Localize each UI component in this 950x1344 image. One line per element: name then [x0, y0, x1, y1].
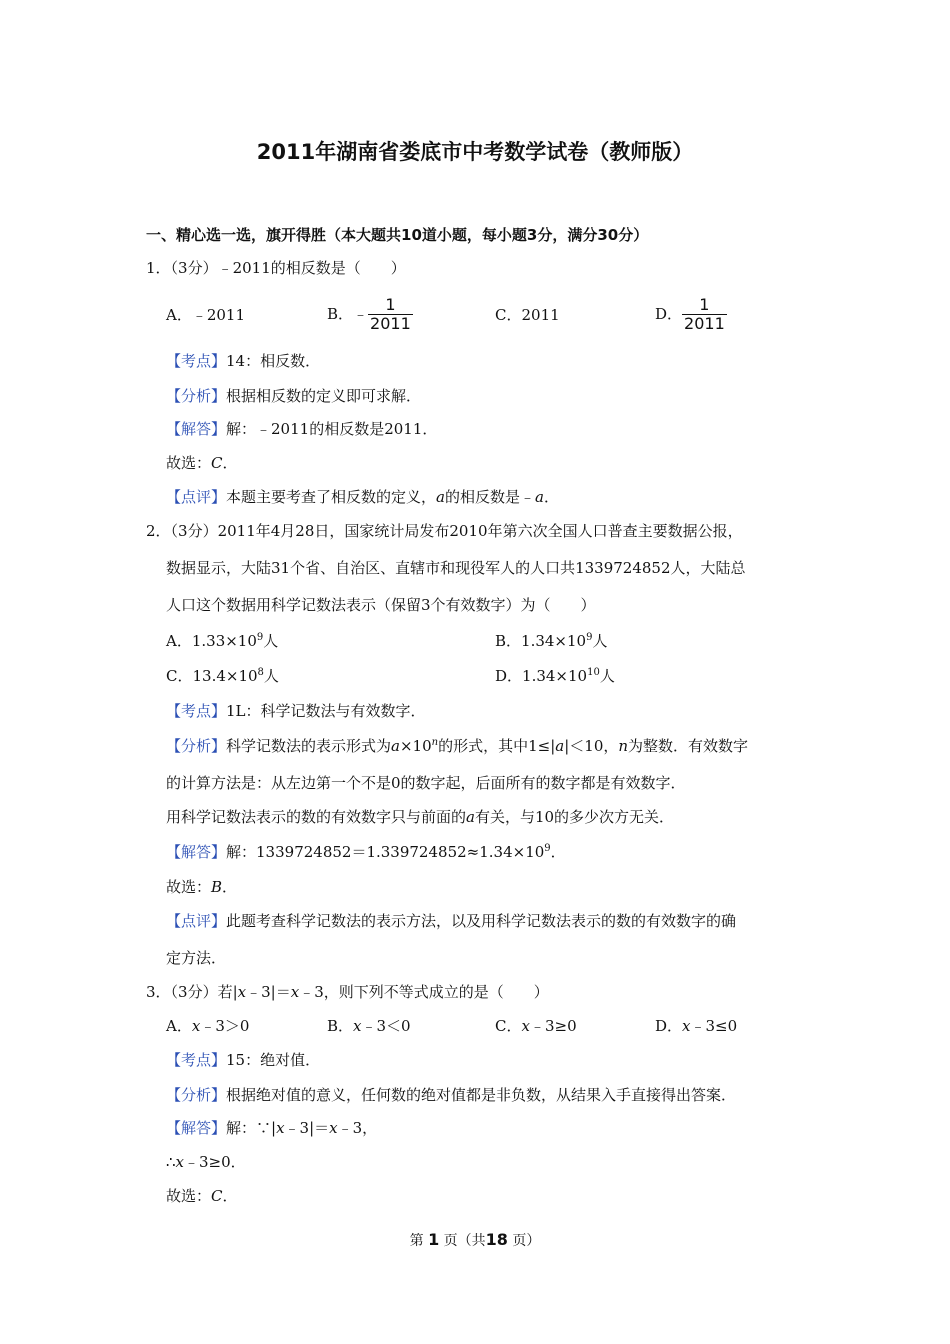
q3-option-c: C．x﹣3≥0: [495, 1017, 577, 1035]
q2-answer: 故选：B．: [166, 878, 238, 896]
footer-page-number: 1: [428, 1230, 440, 1249]
q2-option-c: C．$13.4\times 10^8$人: [166, 667, 279, 685]
q2-dianping-line1: 【点评】此题考查科学记数法的表示方法，以及用科学记数法表示的数的有效数字的确: [166, 912, 737, 930]
q3-jieda: 【解答】解：∵|x﹣3|＝x﹣3，: [166, 1119, 378, 1137]
q2-option-d: D．$1.34\times 10^{10}$人: [495, 667, 615, 685]
q2-fenxi-line2: 的计算方法是：从左边第一个不是0的数字起，后面所有的数字都是有效数字．: [166, 774, 686, 792]
q1-option-c: C．2011: [495, 306, 560, 324]
q1-option-b-fraction: $\frac{1}{2011}$: [370, 294, 411, 333]
q2-option-b: B．$1.34\times 10^9$人: [495, 632, 608, 650]
q1-jieda: 【解答】解：﹣2011的相反数是2011．: [166, 420, 438, 438]
q1-option-d-fraction: $\frac{1}{2011}$: [684, 294, 725, 333]
q2-stem-line3: 人口这个数据用科学记数法表示（保留3个有效数字）为（ ）: [166, 596, 596, 614]
q2-fenxi-line3: 用科学记数法表示的数的有效数字只与前面的a有关，与10的多少次方无关．: [166, 808, 675, 826]
q2-jieda: 【解答】解：$1339724852=1.339724852\approx 1.34\times 10^9$．: [166, 843, 566, 861]
q2-kaodian: 【考点】1L：科学记数法与有效数字．: [166, 702, 426, 720]
q3-kaodian: 【考点】15：绝对值．: [166, 1051, 321, 1069]
q3-stem: 3．（3分）若|x﹣3|＝x﹣3，则下列不等式成立的是（ ）: [146, 983, 549, 1001]
q3-answer: 故选：C．: [166, 1187, 238, 1205]
q1-stem: 1．（3分）﹣2011的相反数是（ ）: [146, 259, 406, 277]
q2-option-a: A．$1.33\times 10^9$人: [166, 632, 279, 650]
q3-option-a: A．x﹣3＞0: [166, 1017, 250, 1035]
q1-option-b: B． ﹣ $\frac{1}{2011}$: [327, 294, 411, 333]
q3-option-b: B．x﹣3＜0: [327, 1017, 411, 1035]
q1-fenxi: 【分析】根据相反数的定义即可求解．: [166, 387, 422, 405]
section-heading: 一、精心选一选，旗开得胜（本大题共10道小题，每小题3分，满分30分）: [146, 226, 649, 244]
q2-stem-line1: 2．（3分）2011年4月28日，国家统计局发布2010年第六次全国人口普查主要数据公报，: [146, 522, 743, 540]
page-footer: 第 1 页（共18 页）: [409, 1230, 541, 1249]
q1-option-a: A．﹣2011: [166, 306, 246, 324]
q2-dianping-line2: 定方法．: [166, 949, 227, 967]
page-title: 2011年湖南省娄底市中考数学试卷（教师版）: [256, 140, 694, 164]
q2-fenxi-line1: 【分析】科学记数法的表示形式为$a\times 10^n$的形式，其中1≤|a|＜10，n为整数．有效数字: [166, 737, 749, 755]
q3-fenxi: 【分析】根据绝对值的意义，任何数的绝对值都是非负数，从结果入手直接得出答案．: [166, 1086, 737, 1104]
q3-option-d: D．x﹣3≤0: [655, 1017, 738, 1035]
q3-therefore: ∴x﹣3≥0．: [166, 1153, 246, 1171]
q1-dianping: 【点评】本题主要考查了相反数的定义，a的相反数是﹣a．: [166, 488, 559, 506]
q1-answer: 故选：C．: [166, 454, 238, 472]
footer-total-pages: 18: [485, 1230, 508, 1249]
q2-stem-line2: 数据显示，大陆31个省、自治区、直辖市和现役军人的人口共1339724852人，大陆总: [166, 559, 746, 577]
q1-kaodian: 【考点】14：相反数．: [166, 352, 321, 370]
q1-option-d: D． $\frac{1}{2011}$: [655, 294, 725, 333]
